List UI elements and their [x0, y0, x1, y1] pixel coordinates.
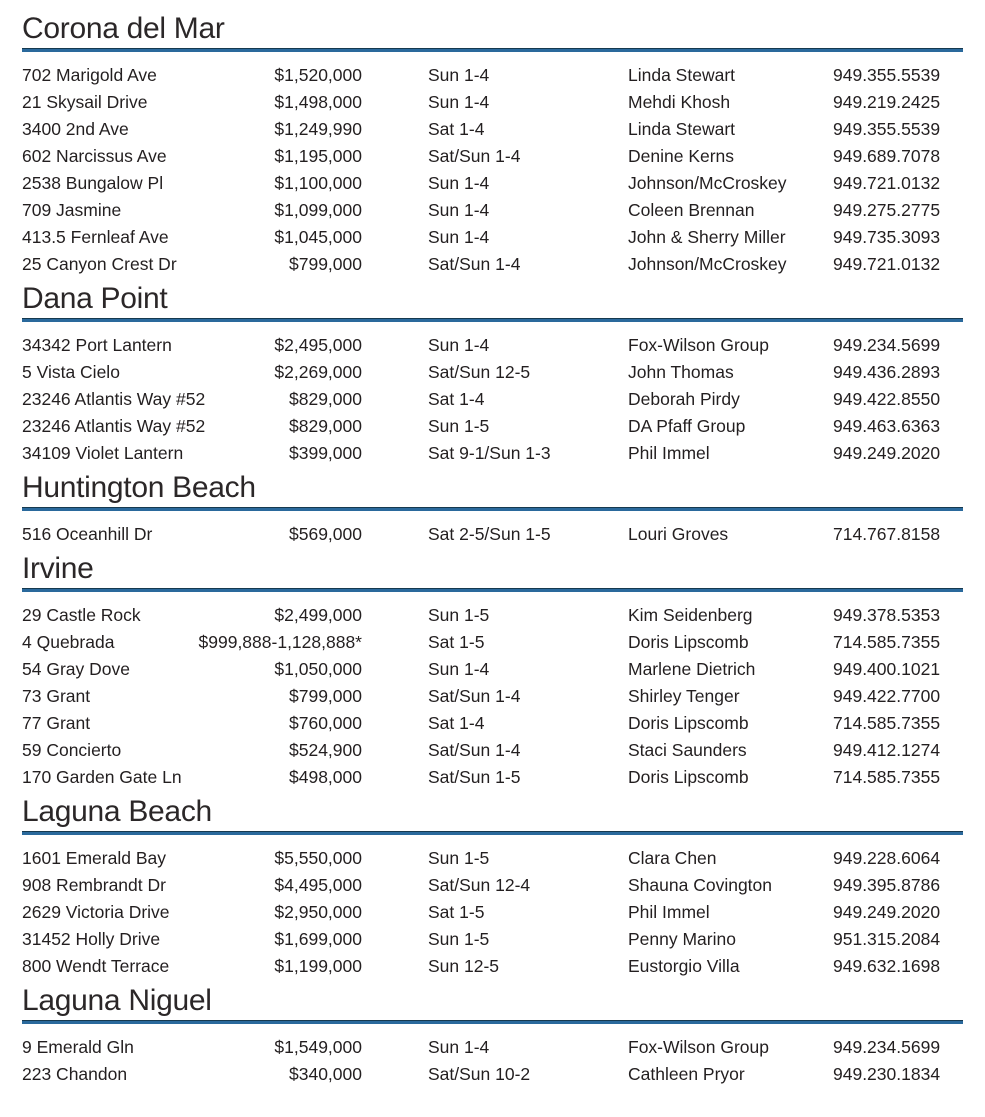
agent-name: Cathleen Pryor [628, 1064, 745, 1084]
agent-name: Shauna Covington [628, 875, 772, 895]
listing-price: $2,499,000 [274, 605, 362, 625]
listing-address: 602 Narcissus Ave [22, 146, 167, 166]
agent-phone: 949.249.2020 [833, 902, 941, 922]
listing-row [22, 197, 963, 224]
listing-address: 413.5 Fernleaf Ave [22, 227, 169, 247]
agent-phone: 949.395.8786 [833, 875, 941, 895]
listing-address: 29 Castle Rock [22, 605, 141, 625]
listing-price: $1,249,990 [274, 119, 362, 139]
address-price-group [22, 359, 362, 386]
city-heading: Laguna Beach [22, 795, 212, 828]
listing-price: $2,950,000 [274, 902, 362, 922]
listing-rows [22, 332, 963, 467]
agent-name: Marlene Dietrich [628, 659, 756, 679]
open-house-time: Sun 1-4 [428, 1037, 490, 1057]
address-price-group [22, 737, 362, 764]
open-house-time: Sat 1-4 [428, 389, 485, 409]
agent-phone: 951.315.2084 [833, 929, 941, 949]
agent-name: Fox-Wilson Group [628, 1037, 770, 1057]
address-price-group [22, 872, 362, 899]
agent-name: Deborah Pirdy [628, 389, 740, 409]
listing-price: $2,495,000 [274, 335, 362, 355]
section-divider-rule [22, 1020, 963, 1024]
open-house-time: Sun 1-5 [428, 848, 490, 868]
listing-row [22, 440, 963, 467]
agent-phone: 949.378.5353 [833, 605, 941, 625]
agent-phone: 949.355.5539 [833, 119, 941, 139]
city-heading: Irvine [22, 552, 94, 585]
address-price-group [22, 251, 362, 278]
city-section [22, 471, 963, 548]
listing-address: 25 Canyon Crest Dr [22, 254, 177, 274]
listing-row [22, 170, 963, 197]
address-price-group [22, 440, 362, 467]
city-section [22, 282, 963, 467]
agent-name: Doris Lipscomb [628, 713, 749, 733]
agent-phone: 949.689.7078 [833, 146, 941, 166]
address-price-group [22, 116, 362, 143]
open-house-time: Sun 1-4 [428, 173, 490, 193]
agent-name: Denine Kerns [628, 146, 735, 166]
listing-row [22, 332, 963, 359]
listing-row [22, 899, 963, 926]
listing-address: 1601 Emerald Bay [22, 848, 166, 868]
city-heading: Corona del Mar [22, 12, 225, 45]
agent-phone: 949.463.6363 [833, 416, 941, 436]
city-sections-container [22, 12, 963, 1088]
open-house-time: Sun 1-5 [428, 605, 490, 625]
agent-name: Doris Lipscomb [628, 632, 749, 652]
address-price-group [22, 656, 362, 683]
listing-price: $829,000 [289, 389, 362, 409]
address-price-group [22, 953, 362, 980]
open-house-time: Sat/Sun 10-2 [428, 1064, 531, 1084]
agent-phone: 949.632.1698 [833, 956, 941, 976]
agent-name: Penny Marino [628, 929, 736, 949]
agent-name: Phil Immel [628, 443, 710, 463]
listing-price: $5,550,000 [274, 848, 362, 868]
open-house-time: Sun 12-5 [428, 956, 500, 976]
agent-name: Clara Chen [628, 848, 717, 868]
listing-price: $498,000 [289, 767, 362, 787]
open-house-time: Sat 1-5 [428, 902, 485, 922]
agent-phone: 949.721.0132 [833, 254, 941, 274]
listing-row [22, 386, 963, 413]
open-house-time: Sun 1-5 [428, 416, 490, 436]
agent-name: Doris Lipscomb [628, 767, 749, 787]
open-house-time: Sun 1-4 [428, 65, 490, 85]
listing-rows [22, 1034, 963, 1088]
city-section [22, 12, 963, 278]
listing-address: 709 Jasmine [22, 200, 122, 220]
agent-name: Johnson/McCroskey [628, 254, 787, 274]
listing-price: $399,000 [289, 443, 362, 463]
agent-phone: 949.355.5539 [833, 65, 941, 85]
listing-address: 59 Concierto [22, 740, 122, 760]
address-price-group [22, 224, 362, 251]
open-house-time: Sat/Sun 1-4 [428, 254, 521, 274]
agent-name: Mehdi Khosh [628, 92, 731, 112]
listing-price: $1,199,000 [274, 956, 362, 976]
listing-row [22, 89, 963, 116]
listing-row [22, 224, 963, 251]
agent-phone: 714.767.8158 [833, 524, 941, 544]
listing-price: $1,195,000 [274, 146, 362, 166]
listing-address: 702 Marigold Ave [22, 65, 157, 85]
open-house-time: Sat/Sun 1-4 [428, 686, 521, 706]
address-price-group [22, 899, 362, 926]
listing-address: 5 Vista Cielo [22, 362, 120, 382]
agent-phone: 949.721.0132 [833, 173, 941, 193]
listing-address: 800 Wendt Terrace [22, 956, 170, 976]
agent-phone: 714.585.7355 [833, 632, 941, 652]
agent-name: Shirley Tenger [628, 686, 740, 706]
agent-name: DA Pfaff Group [628, 416, 746, 436]
address-price-group [22, 845, 362, 872]
agent-phone: 949.422.8550 [833, 389, 941, 409]
address-price-group [22, 629, 362, 656]
listing-address: 170 Garden Gate Ln [22, 767, 182, 787]
listing-row [22, 872, 963, 899]
listing-price: $569,000 [289, 524, 362, 544]
listing-address: 2538 Bungalow Pl [22, 173, 164, 193]
agent-phone: 949.219.2425 [833, 92, 941, 112]
city-section [22, 552, 963, 791]
agent-name: Kim Seidenberg [628, 605, 753, 625]
agent-phone: 949.230.1834 [833, 1064, 941, 1084]
listing-row [22, 251, 963, 278]
listing-price: $1,045,000 [274, 227, 362, 247]
open-house-time: Sat 1-4 [428, 713, 485, 733]
open-house-time: Sun 1-4 [428, 200, 490, 220]
listing-row [22, 1061, 963, 1088]
open-house-time: Sat/Sun 1-4 [428, 146, 521, 166]
city-heading: Dana Point [22, 282, 168, 315]
open-house-time: Sun 1-4 [428, 335, 490, 355]
listing-row [22, 656, 963, 683]
address-price-group [22, 1061, 362, 1088]
open-house-time: Sat 9-1/Sun 1-3 [428, 443, 551, 463]
address-price-group [22, 521, 362, 548]
listing-price: $829,000 [289, 416, 362, 436]
listing-address: 223 Chandon [22, 1064, 128, 1084]
agent-name: Linda Stewart [628, 119, 736, 139]
listing-address: 34109 Violet Lantern [22, 443, 184, 463]
agent-name: Phil Immel [628, 902, 710, 922]
agent-phone: 949.412.1274 [833, 740, 941, 760]
listing-price: $1,520,000 [274, 65, 362, 85]
address-price-group [22, 1034, 362, 1061]
agent-name: Louri Groves [628, 524, 729, 544]
agent-phone: 949.275.2775 [833, 200, 941, 220]
listing-row [22, 143, 963, 170]
agent-name: John Thomas [628, 362, 734, 382]
listing-address: 9 Emerald Gln [22, 1037, 134, 1057]
open-house-time: Sat 2-5/Sun 1-5 [428, 524, 551, 544]
open-house-time: Sun 1-4 [428, 659, 490, 679]
agent-phone: 714.585.7355 [833, 713, 941, 733]
agent-name: Staci Saunders [628, 740, 747, 760]
listing-price: $1,050,000 [274, 659, 362, 679]
city-heading: Laguna Niguel [22, 984, 212, 1017]
agent-phone: 949.228.6064 [833, 848, 941, 868]
agent-phone: 949.400.1021 [833, 659, 941, 679]
agent-name: Linda Stewart [628, 65, 736, 85]
address-price-group [22, 332, 362, 359]
listing-row [22, 710, 963, 737]
agent-phone: 714.585.7355 [833, 767, 941, 787]
listing-row [22, 413, 963, 440]
listing-address: 54 Gray Dove [22, 659, 130, 679]
listing-address: 73 Grant [22, 686, 91, 706]
section-divider-rule [22, 831, 963, 835]
listing-address: 4 Quebrada [22, 632, 115, 652]
listing-price: $1,099,000 [274, 200, 362, 220]
agent-phone: 949.234.5699 [833, 335, 941, 355]
agent-phone: 949.422.7700 [833, 686, 941, 706]
listing-address: 23246 Atlantis Way #52 [22, 416, 206, 436]
listing-row [22, 116, 963, 143]
listing-price: $524,900 [289, 740, 362, 760]
listing-address: 31452 Holly Drive [22, 929, 161, 949]
listing-row [22, 764, 963, 791]
listing-address: 516 Oceanhill Dr [22, 524, 153, 544]
open-house-time: Sat/Sun 1-5 [428, 767, 521, 787]
listing-row [22, 845, 963, 872]
address-price-group [22, 62, 362, 89]
agent-name: John & Sherry Miller [628, 227, 786, 247]
listing-row [22, 62, 963, 89]
listing-address: 908 Rembrandt Dr [22, 875, 166, 895]
listing-row [22, 629, 963, 656]
agent-name: Johnson/McCroskey [628, 173, 787, 193]
city-section [22, 795, 963, 980]
address-price-group [22, 143, 362, 170]
open-house-time: Sat 1-4 [428, 119, 485, 139]
address-price-group [22, 683, 362, 710]
listing-rows [22, 602, 963, 791]
open-house-time: Sat/Sun 1-4 [428, 740, 521, 760]
agent-phone: 949.249.2020 [833, 443, 941, 463]
city-heading: Huntington Beach [22, 471, 256, 504]
listing-row [22, 926, 963, 953]
listing-row [22, 1034, 963, 1061]
listing-price: $999,888-1,128,888* [198, 632, 362, 652]
agent-phone: 949.436.2893 [833, 362, 941, 382]
listing-address: 34342 Port Lantern [22, 335, 172, 355]
listing-price: $2,269,000 [274, 362, 362, 382]
address-price-group [22, 170, 362, 197]
open-house-time: Sat/Sun 12-5 [428, 362, 531, 382]
listing-rows [22, 521, 963, 548]
open-house-time: Sat 1-5 [428, 632, 485, 652]
section-divider-rule [22, 588, 963, 592]
listing-price: $799,000 [289, 254, 362, 274]
listing-price: $1,699,000 [274, 929, 362, 949]
address-price-group [22, 764, 362, 791]
listing-address: 23246 Atlantis Way #52 [22, 389, 206, 409]
address-price-group [22, 386, 362, 413]
listing-rows [22, 62, 963, 278]
listing-row [22, 683, 963, 710]
listing-row [22, 737, 963, 764]
address-price-group [22, 602, 362, 629]
listing-row [22, 359, 963, 386]
address-price-group [22, 926, 362, 953]
city-section [22, 984, 963, 1088]
open-house-time: Sun 1-5 [428, 929, 490, 949]
open-house-time: Sat/Sun 12-4 [428, 875, 531, 895]
agent-phone: 949.234.5699 [833, 1037, 941, 1057]
listing-address: 2629 Victoria Drive [22, 902, 170, 922]
listing-price: $4,495,000 [274, 875, 362, 895]
listing-price: $1,498,000 [274, 92, 362, 112]
agent-name: Eustorgio Villa [628, 956, 740, 976]
agent-phone: 949.735.3093 [833, 227, 941, 247]
listing-row [22, 521, 963, 548]
listing-address: 77 Grant [22, 713, 91, 733]
listing-price: $1,100,000 [274, 173, 362, 193]
agent-name: Coleen Brennan [628, 200, 755, 220]
address-price-group [22, 197, 362, 224]
listing-row [22, 953, 963, 980]
open-house-time: Sun 1-4 [428, 227, 490, 247]
section-divider-rule [22, 48, 963, 52]
agent-name: Fox-Wilson Group [628, 335, 770, 355]
address-price-group [22, 710, 362, 737]
listing-price: $799,000 [289, 686, 362, 706]
listing-price: $1,549,000 [274, 1037, 362, 1057]
listing-price: $760,000 [289, 713, 362, 733]
listing-price: $340,000 [289, 1064, 362, 1084]
listing-rows [22, 845, 963, 980]
listing-address: 3400 2nd Ave [22, 119, 129, 139]
open-house-time: Sun 1-4 [428, 92, 490, 112]
listing-row [22, 602, 963, 629]
address-price-group [22, 413, 362, 440]
section-divider-rule [22, 507, 963, 511]
section-divider-rule [22, 318, 963, 322]
address-price-group [22, 89, 362, 116]
listing-address: 21 Skysail Drive [22, 92, 148, 112]
